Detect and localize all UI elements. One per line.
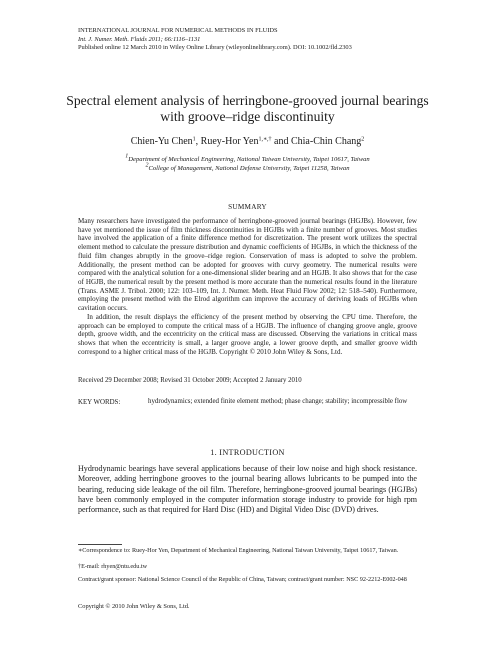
journal-name: INTERNATIONAL JOURNAL FOR NUMERICAL METHODS IN FLUIDS [78, 27, 278, 34]
paper-title [40, 93, 455, 125]
author-name: Ruey-Hor Yen [200, 136, 259, 147]
received-dates: Received 29 December 2008; Revised 31 October 2009; Accepted 2 January 2010 [78, 377, 302, 384]
journal-citation: Int. J. Numer. Meth. Fluids 2011; 66:1116–1131 [78, 35, 201, 43]
abstract [78, 217, 417, 357]
introduction-heading: 1. INTRODUCTION [210, 448, 285, 457]
author-affil-mark: 1,∗,† [258, 136, 272, 143]
author-affil-mark: 2 [361, 136, 365, 143]
footnote-mark: † [78, 563, 82, 570]
abstract-paragraph-2: In addition, the result displays the efficiency of the present method by observing the CPU time. Therefore, the approach can be employed to compute the critical mass of a HGJB. The influence of changing groove angle, groove depth, groove width, and the eccentricity on the critical mass are discussed. Observing the variations in critical mass shows that when the eccentricity is small, a larger groove angle, a lower groove depth, and smaller groove width correspond to a higher critical mass of the HGJB. Copyright © 2010 John Wiley & Sons, Ltd. [78, 312, 417, 356]
affiliation-text: Department of Mechanical Engineering, National Taiwan University, Taipei 10617, Taiwan [128, 156, 370, 163]
journal-header [78, 27, 438, 53]
keywords-label: KEY WORDS: [78, 399, 121, 406]
author-conjunction: and [271, 136, 291, 147]
footnote-separator [78, 544, 122, 545]
affiliations [40, 155, 455, 173]
footnote-mark: ∗ [78, 547, 83, 554]
email-footnote [78, 563, 417, 571]
publication-info: Published online 12 March 2010 in Wiley Online Library (wileyonlinelibrary.com). DOI: 10.1002/fld.2303 [78, 44, 352, 52]
affil-mark: 2 [145, 162, 149, 169]
grant-footnote: Contract/grant sponsor: National Science Council of the Republic of China, Taiwan; contract/grant number: NSC 92-2212-E002-048 [78, 576, 407, 583]
correspondence-footnote [78, 547, 417, 555]
summary-heading: SUMMARY [228, 203, 267, 211]
affiliation-1 [40, 155, 455, 164]
affiliation-text: College of Management, National Defense University, Taipei 11258, Taiwan [148, 165, 350, 172]
footnote-text: Correspondence to: Ruey-Hor Yen, Department of Mechanical Engineering, National Taiwan University, Taipei 10617, Taiwan. [82, 547, 399, 554]
copyright-line: Copyright © 2010 John Wiley & Sons, Ltd. [78, 603, 190, 610]
affiliation-2 [40, 164, 455, 173]
author-affil-mark: 1 [192, 136, 196, 143]
keywords-text: hydrodynamics; extended finite element method; phase change; stability; incompressible flow [148, 398, 408, 405]
title-line-2: with groove–ridge discontinuity [160, 109, 335, 124]
footnote-text: E-mail: rhyen@ntu.edu.tw [81, 563, 148, 570]
affil-mark: 1 [125, 153, 129, 160]
abstract-paragraph-1: Many researchers have investigated the performance of herringbone-grooved journal bearings (HGJBs). However, few have yet mentioned the issue of film thickness discontinuities in HGJBs with a finite number of grooves. Most studies have involved the application of a finite difference method for discretization. The present work utilizes the spectral element method to calculate the pressure distribution and dynamic coefficients of HGJBs, in which the thickness of the fluid film changes abruptly in the groove–ridge region. Conservation of mass is adopted to solve the problem. Additionally, the present method can be adopted for grooves with curvy geometry. The numerical results were compared with the analytical solution for a one-dimensional slider bearing and an HGJB. It also shows that for the case of HGJB, the numerical result by the present method is more accurate than the numerical results found in the literature (Trans. ASME J. Tribol. 2000; 122: 103–109, Int. J. Numer. Meth. Heat Fluid Flow 2002; 12: 518–540). Furthermore, employing the present method with the Elrod algorithm can improve the accuracy of deriving loads of HGJBs when cavitation occurs. [78, 217, 417, 313]
author-name: Chia-Chin Chang [290, 136, 362, 147]
introduction-paragraph: Hydrodynamic bearings have several applications because of their low noise and high shock resistance. Moreover, adding herringbone grooves to the journal bearing allows lubricants to be pumped into the bearing, reducing side leakage of the oil film. Therefore, herringbone-grooved journal bearings (HGJBs) have been commonly employed in the computer information storage industry to provide for high rpm performance, such as that required for Hard Disc (HD) and Digital Video Disc (DVD) drives. [78, 464, 417, 515]
author-list: Chien-Yu Chen$^1$, Ruey-Hor Yen$^{1,∗,\dagger}$ and Chia-Chin Chang$^2$ [130, 136, 365, 147]
title-line-1: Spectral element analysis of herringbone-grooved journal bearings [66, 93, 429, 108]
author-name: Chien-Yu Chen [130, 136, 193, 147]
